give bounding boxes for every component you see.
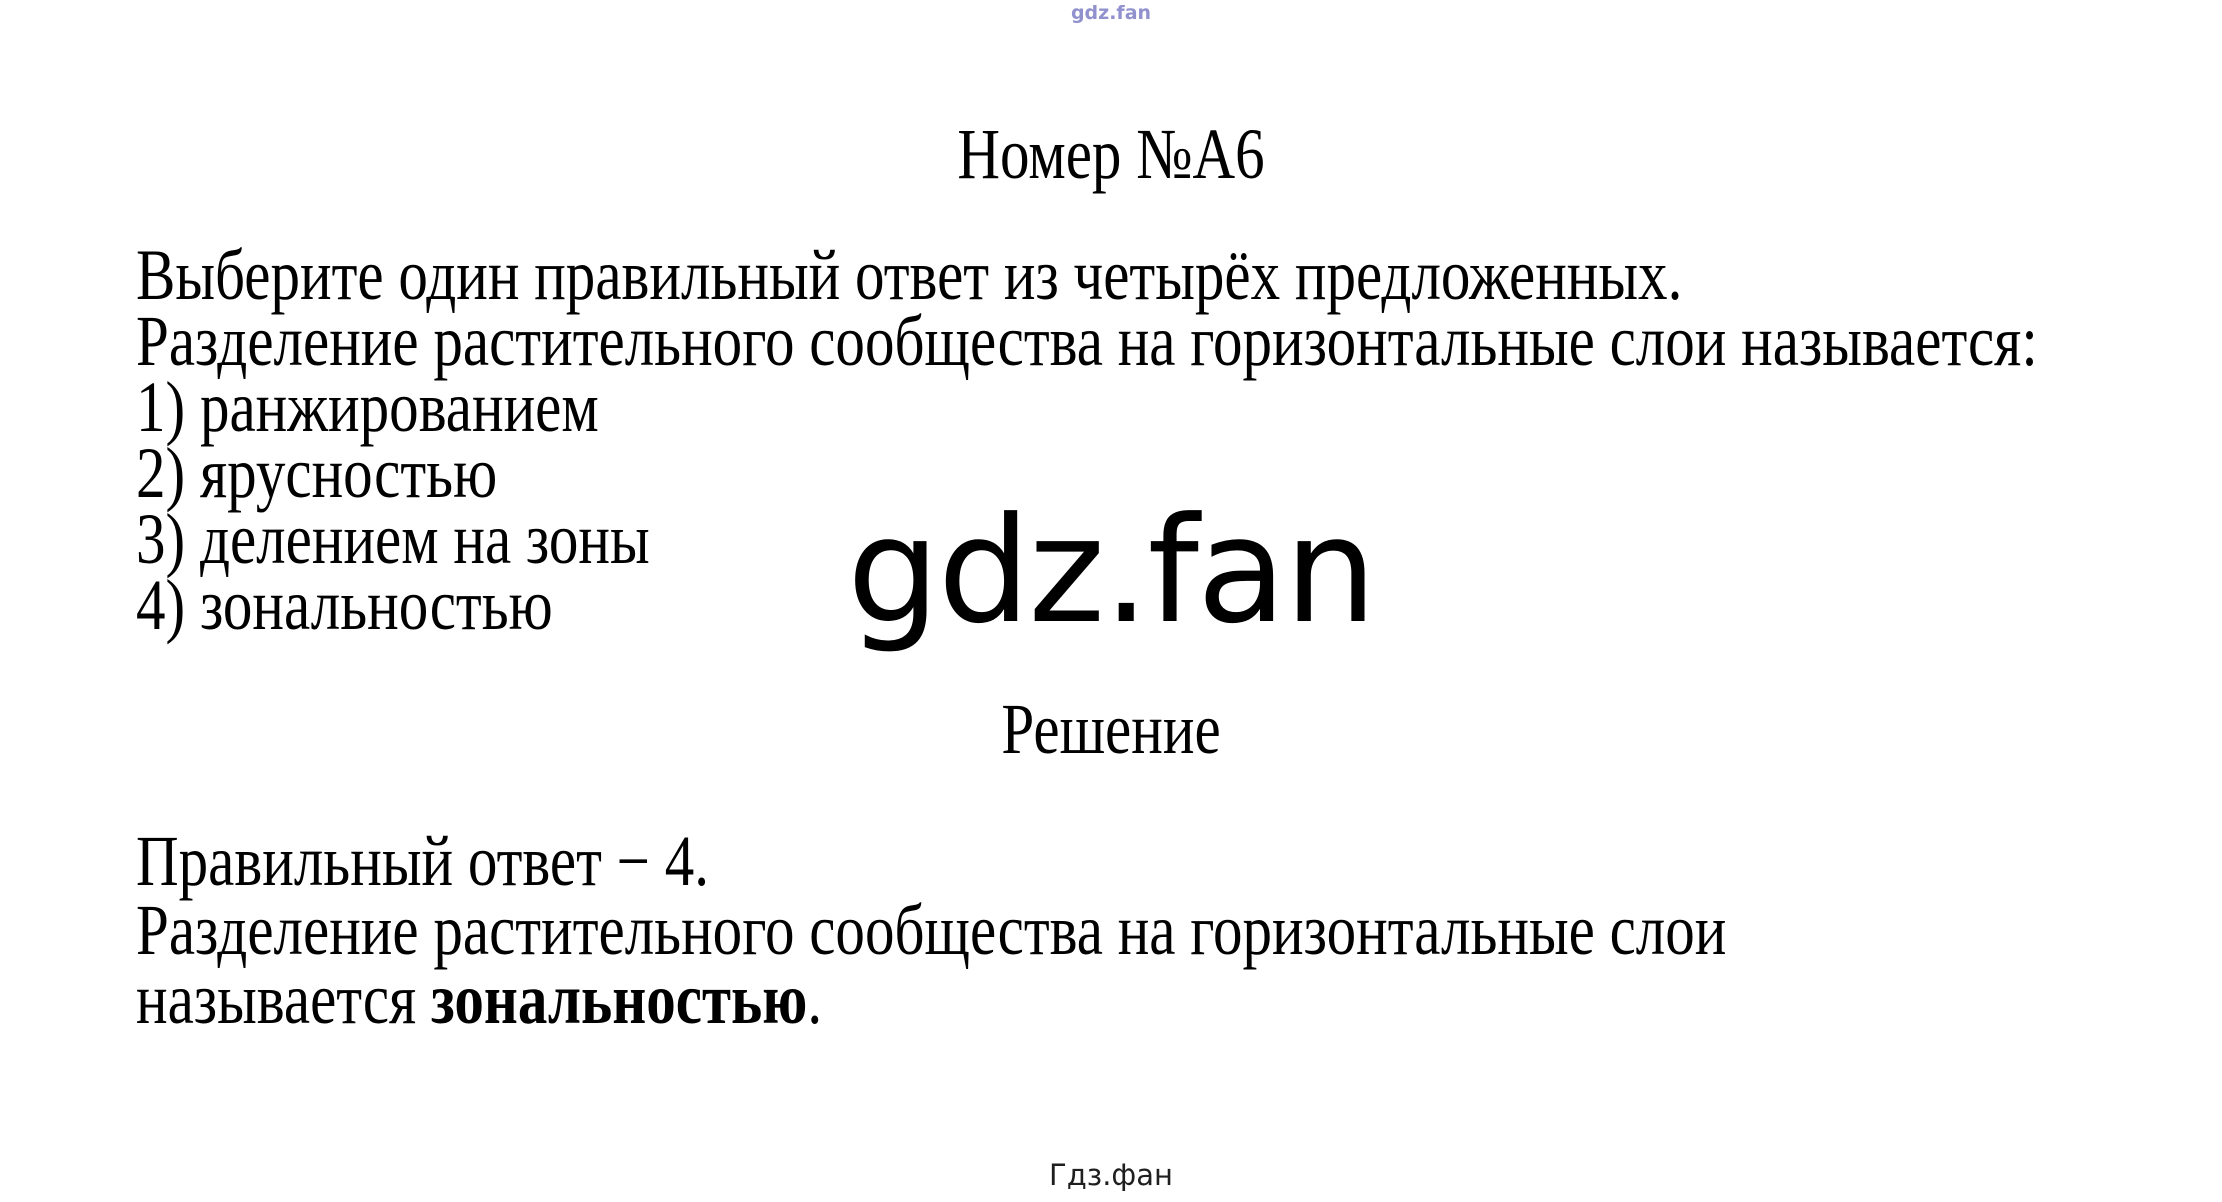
answer-option-4: 4) зональностью: [136, 565, 553, 645]
solution-explanation-line: Разделение растительного сообщества на горизонтальные слои: [136, 890, 1727, 970]
question-intro-line: Выберите один правильный ответ из четырёх предложенных.: [136, 235, 1683, 315]
solution-heading: Решение: [1001, 689, 1221, 769]
solution-conclusion-line: [136, 959, 1847, 1039]
page-title: Номер №А6: [957, 114, 1265, 194]
question-block: [136, 235, 2038, 645]
solution-conclusion-suffix: .: [807, 959, 823, 1039]
solution-answer-line: Правильный ответ − 4.: [136, 821, 710, 901]
answer-option-2: 2) ярусностью: [136, 433, 498, 513]
center-watermark: gdz.fan: [847, 486, 1375, 656]
top-watermark: gdz.fan: [1070, 2, 1152, 24]
solution-conclusion-prefix: называется: [136, 959, 431, 1039]
answer-option-1: 1) ранжированием: [136, 367, 599, 447]
question-text-line: Разделение растительного сообщества на горизонтальные слои называется:: [136, 301, 2038, 381]
solution-block: [136, 821, 1847, 1039]
answer-option-3: 3) делением на зоны: [136, 499, 650, 579]
solution-conclusion-bold-term: зональностью: [430, 959, 808, 1039]
footer-site-label: Гдз.фан: [1049, 1158, 1173, 1192]
